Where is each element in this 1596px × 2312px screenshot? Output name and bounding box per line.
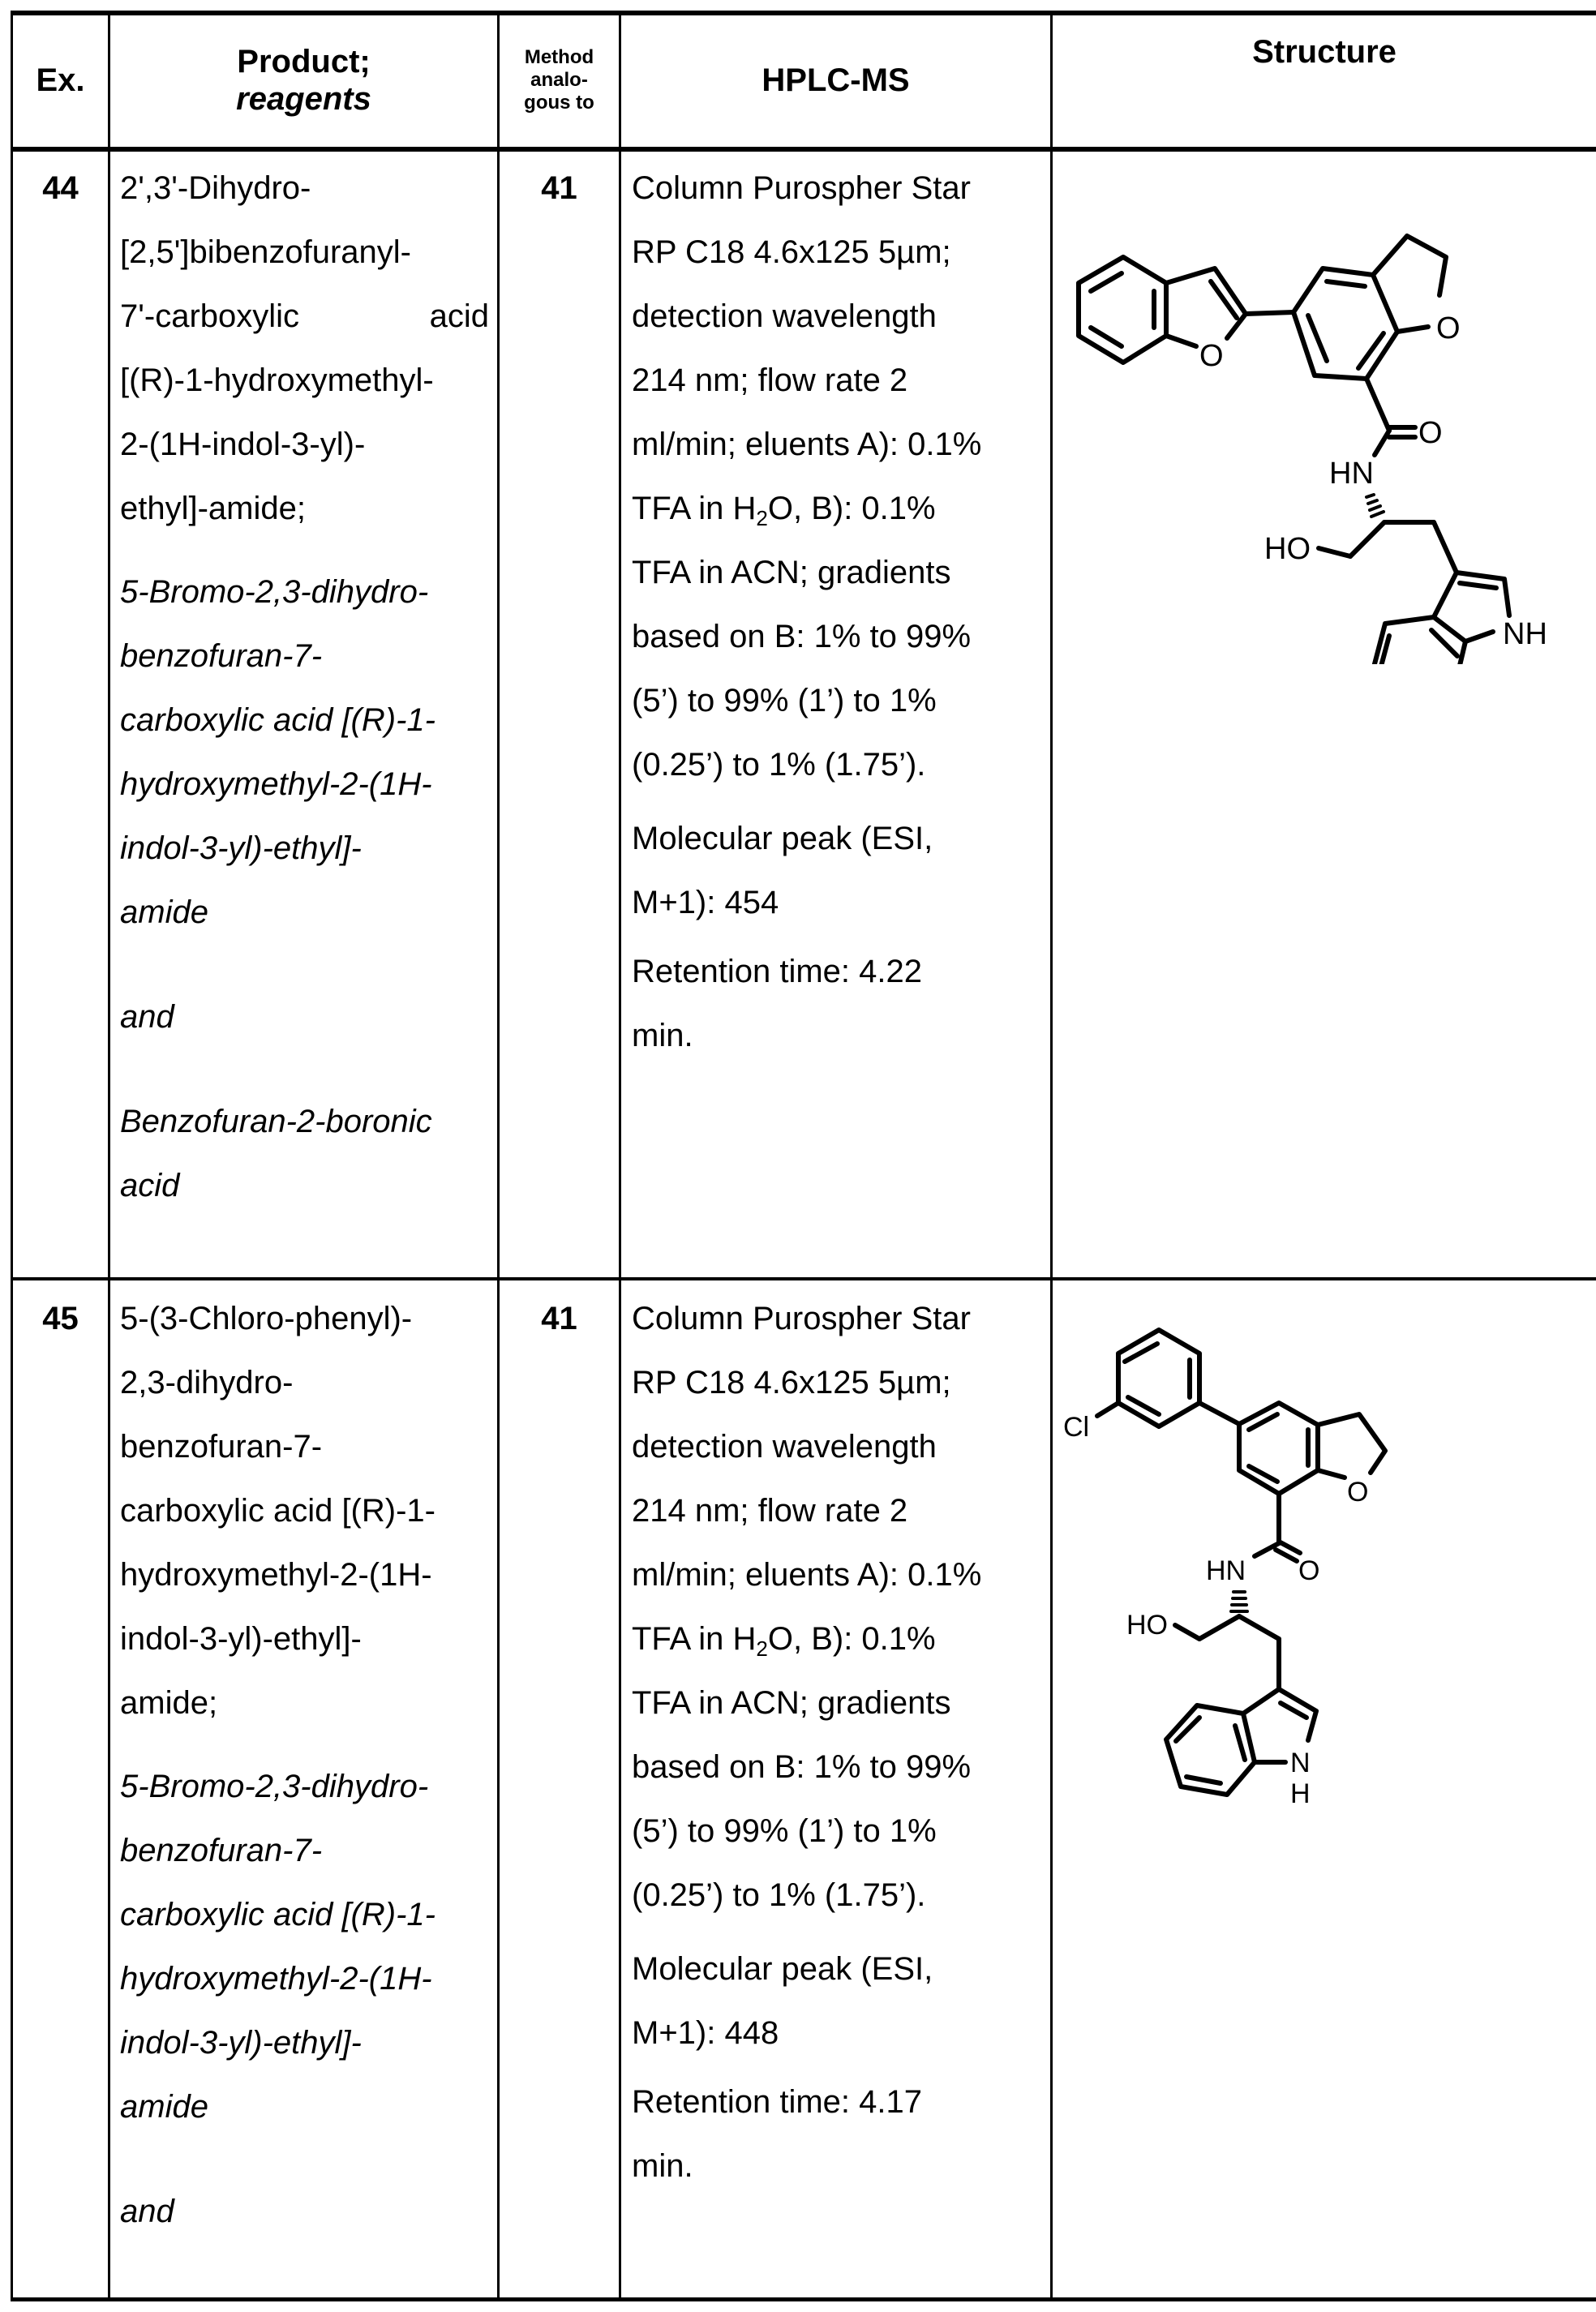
product-name [120,1287,489,1735]
text-line: based on B: 1% to 99% [632,1749,972,1785]
spacer [120,1735,489,1755]
text-line: indol-3-yl)-ethyl]- [120,1621,362,1657]
atom-label-o: O [1199,339,1224,373]
header-reagents-label: reagents [236,80,371,117]
atom-label-o: O [1436,311,1461,345]
text-line: carboxylic acid [(R)-1- [120,702,435,738]
text-line: hydroxymethyl-2-(1H- [120,766,432,802]
text-line: 214 nm; flow rate 2 [632,1493,908,1529]
row-45-structure-diagram [1057,1308,1397,1811]
text-line [632,1607,1045,1671]
header-structure [1053,11,1596,149]
row-45-product [120,1287,489,2244]
text-line: hydroxymethyl-2-(1H- [120,1961,432,1997]
row-44-hplc [632,157,1045,1068]
spacer [120,1049,489,1090]
molecular-peak: Molecular peak (ESI, [632,1951,933,1987]
text-line: 214 nm; flow rate 2 [632,362,908,398]
header-method-label: gous to [524,91,594,114]
text-line: 2',3'-Dihydro- [120,170,311,206]
text-line: hydroxymethyl-2-(1H- [120,1557,432,1593]
text-line: (5’) to 99% (1’) to 1% [632,1813,937,1849]
atom-label-o: O [1298,1555,1320,1586]
text-line: 2-(1H-indol-3-yl)- [120,427,366,462]
spacer [120,2139,489,2180]
reagent-1 [120,1755,489,2139]
example-number: 45 [42,1301,79,1336]
text-line: TFA in ACN; gradients [632,1685,951,1721]
header-method-label: Method [524,45,594,68]
example-number: 44 [42,170,79,206]
row-45-hplc [632,1287,1045,2198]
column-border [108,11,110,2301]
atom-label-o: O [1347,1477,1369,1508]
row-44-product [120,157,489,1218]
text-line: benzofuran-7- [120,638,323,674]
retention-time: Retention time: 4.17 [632,2084,922,2120]
reagent-1 [120,560,489,945]
and-connector: and [120,999,174,1035]
row-45-method [500,1287,619,1351]
column-border [619,11,621,2301]
text-fragment: 7'-carboxylic [120,298,300,334]
text-fragment: acid [429,298,489,334]
and-connector: and [120,2194,174,2229]
row-44-structure-diagram [1065,194,1551,664]
header-method [500,11,619,149]
atom-label-nh: NH [1503,617,1547,651]
molecular-peak-value: M+1): 448 [632,2015,779,2051]
text-line: acid [120,1168,180,1203]
text-line: carboxylic acid [(R)-1- [120,1493,435,1529]
header-hplc [621,11,1050,149]
text-line: carboxylic acid [(R)-1- [120,1897,435,1932]
subscript: 2 [756,1636,768,1661]
retention-time-unit: min. [632,1018,693,1053]
text-line: Column Purospher Star [632,170,971,206]
text-line: benzofuran-7- [120,1429,323,1465]
header-structure-label: Structure [1252,34,1396,70]
header-product [110,11,497,149]
text-line: RP C18 4.6x125 5µm; [632,1365,951,1400]
text-line: amide [120,2089,208,2125]
subscript: 2 [756,506,768,530]
spacer [632,797,1045,807]
column-border [1050,11,1053,2301]
molecular-peak-value: M+1): 454 [632,885,779,920]
method-reference: 41 [541,170,577,206]
atom-label-hn: HN [1329,457,1374,491]
text-fragment: O, B): 0.1% [767,491,936,526]
text-line: 2,3-dihydro- [120,1365,294,1400]
spacer [120,541,489,560]
header-product-label: Product; [237,43,371,79]
text-line: (0.25’) to 1% (1.75’). [632,747,926,783]
header-ex-label: Ex. [36,62,85,98]
text-line: [2,5']bibenzofuranyl- [120,234,411,270]
atom-label-ho: HO [1126,1610,1168,1641]
text-line: indol-3-yl)-ethyl]- [120,2025,362,2061]
row-44-ex [13,157,108,221]
text-line: indol-3-yl)-ethyl]- [120,830,362,866]
text-line: ml/min; eluents A): 0.1% [632,1557,982,1593]
atom-label-ho: HO [1264,532,1311,566]
atom-label-n: N [1290,1748,1311,1778]
text-line: based on B: 1% to 99% [632,619,972,654]
retention-time-unit: min. [632,2148,693,2184]
text-line: Column Purospher Star [632,1301,971,1336]
text-fragment: TFA in H [632,1621,757,1657]
atom-label-hn: HN [1206,1555,1246,1586]
table-bottom-border [11,2297,1596,2301]
product-name [120,157,489,541]
text-line: 5-Bromo-2,3-dihydro- [120,1769,429,1804]
reagent-2 [120,1090,489,1218]
atom-label-o: O [1418,416,1443,450]
atom-label-cl: Cl [1063,1412,1090,1443]
text-line: detection wavelength [632,1429,937,1465]
text-line: 5-(3-Chloro-phenyl)- [120,1301,413,1336]
retention-time: Retention time: 4.22 [632,954,922,989]
spacer [632,1928,1045,1937]
header-hplc-label: HPLC-MS [762,62,910,98]
column-border [11,11,13,2301]
text-line: amide [120,894,208,930]
spacer [120,945,489,985]
text-line: detection wavelength [632,298,937,334]
text-line: benzofuran-7- [120,1833,323,1868]
compound-table [11,11,1596,2300]
text-line: ethyl]-amide; [120,491,306,526]
text-line: 5-Bromo-2,3-dihydro- [120,574,429,610]
text-line: amide; [120,1685,218,1721]
text-line: [(R)-1-hydroxymethyl- [120,362,434,398]
row-45-ex [13,1287,108,1351]
text-line [632,477,1045,541]
atom-label-h: H [1290,1778,1311,1809]
header-method-label: analo- [530,68,588,91]
text-line: (5’) to 99% (1’) to 1% [632,683,937,718]
text-fragment: TFA in H [632,491,757,526]
text-fragment: O, B): 0.1% [767,1621,936,1657]
column-border [497,11,500,2301]
method-reference: 41 [541,1301,577,1336]
row-divider [11,1277,1596,1280]
text-line: ml/min; eluents A): 0.1% [632,427,982,462]
header-ex [13,11,108,149]
text-line: Benzofuran-2-boronic [120,1104,432,1139]
molecular-peak: Molecular peak (ESI, [632,821,933,856]
text-line: (0.25’) to 1% (1.75’). [632,1877,926,1913]
text-line [120,285,489,349]
text-line: TFA in ACN; gradients [632,555,951,590]
row-44-method [500,157,619,221]
text-line: RP C18 4.6x125 5µm; [632,234,951,270]
